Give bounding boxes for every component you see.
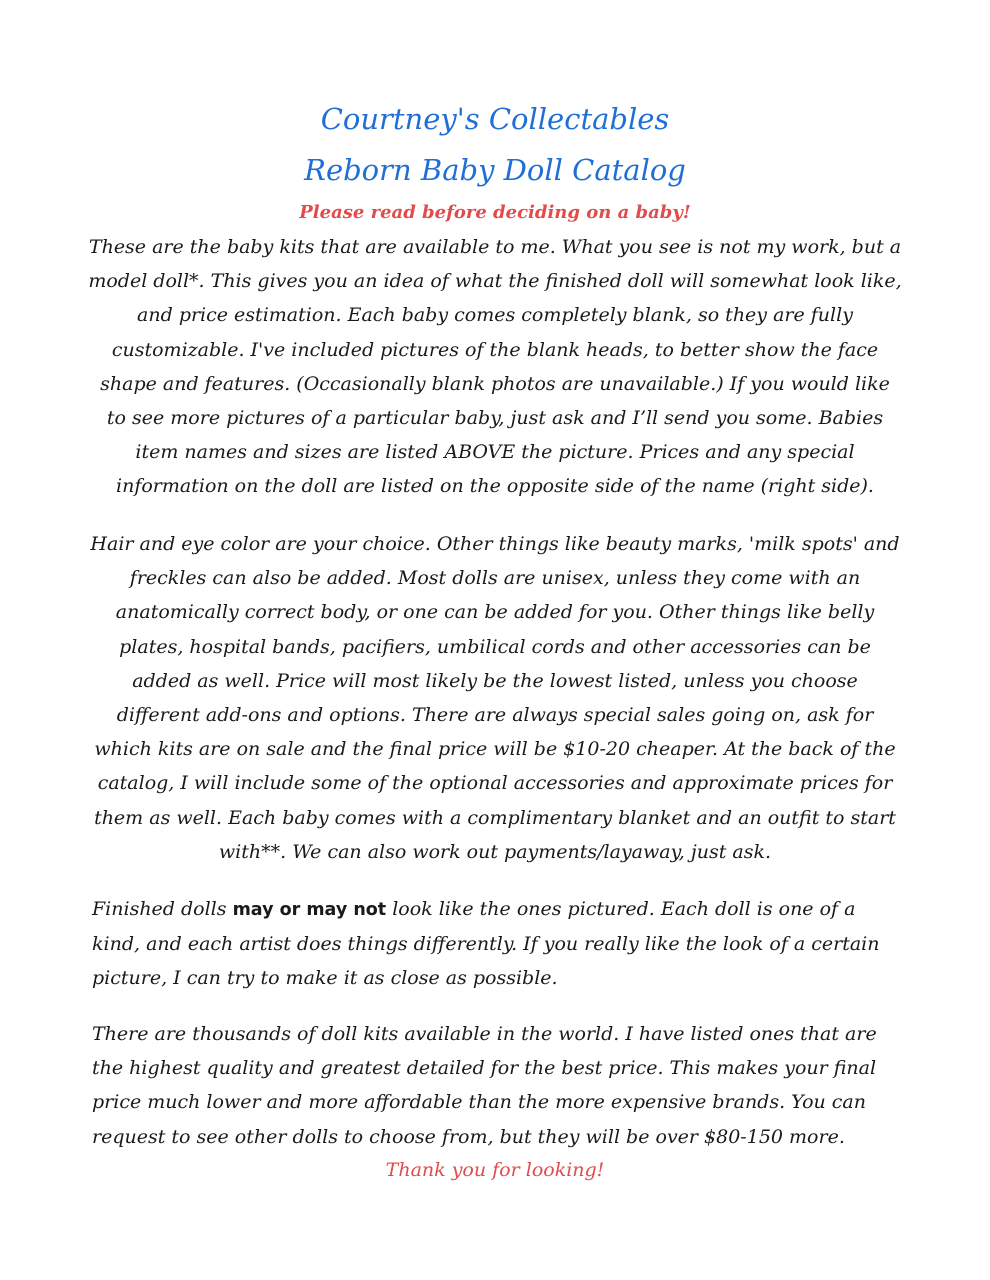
disclaimer-text-end: look like the ones pictured. Each doll is one of a kind, and each artist does things differently. If you really like the look of a certain picture, I can try to make it as close as possible. [92,898,880,990]
options-paragraph: Hair and eye color are your choice. Other things like beauty marks, 'milk spots' and freckles can also be added. Most dolls are unisex, unless they come with an anatomically correct body, or one can be added for you. Other things like belly plates, hospital bands, pacifiers, umbilical cords and other accessories can be added as well. Price will most likely be the lowest listed, unless you choose different add-ons and options. There are always special sales going on, ask for which kits are on sale and the final price will be $10-20 cheaper. At the back of the catalog, I will include some of the optional accessories and approximate prices for them as well. Each baby comes with a complimentary blanket and an outfit to start with**. We can also work out payments/layaway, just ask. [90,533,900,863]
intro-paragraph: These are the baby kits that are available to me. What you see is not my work, but a model doll*. This gives you an idea of what the finished doll will somewhat look like, and price estimation. Each baby comes completely blank, so they are fully customizable. I've included pictures of the blank heads, to better show the face shape and features. (Occasionally blank photos are unavailable.) If you would like to see more pictures of a particular baby, just ask and I’ll send you some. Babies item names and sizes are listed ABOVE the picture. Prices and any special information on the doll are listed on the opposite side of the name (right side). [88,236,902,498]
read-notice: Please read before deciding on a baby! [299,202,691,223]
disclaimer-emphasis: may or may not [232,900,387,920]
disclaimer-paragraph [92,892,902,996]
disclaimer-text-start: Finished dolls [92,898,233,920]
thank-you-note: Thank you for looking! [385,1159,605,1181]
catalog-subtitle: Reborn Baby Doll Catalog [304,153,686,187]
kits-paragraph: There are thousands of doll kits available in the world. I have listed ones that are the highest quality and greatest detailed for the best price. This makes your final price much lower and more affordable than the more expensive brands. You can request to see other dolls to choose from, but they will be over $80-150 more. [92,1023,877,1148]
catalog-title: Courtney's Collectables [320,102,670,136]
